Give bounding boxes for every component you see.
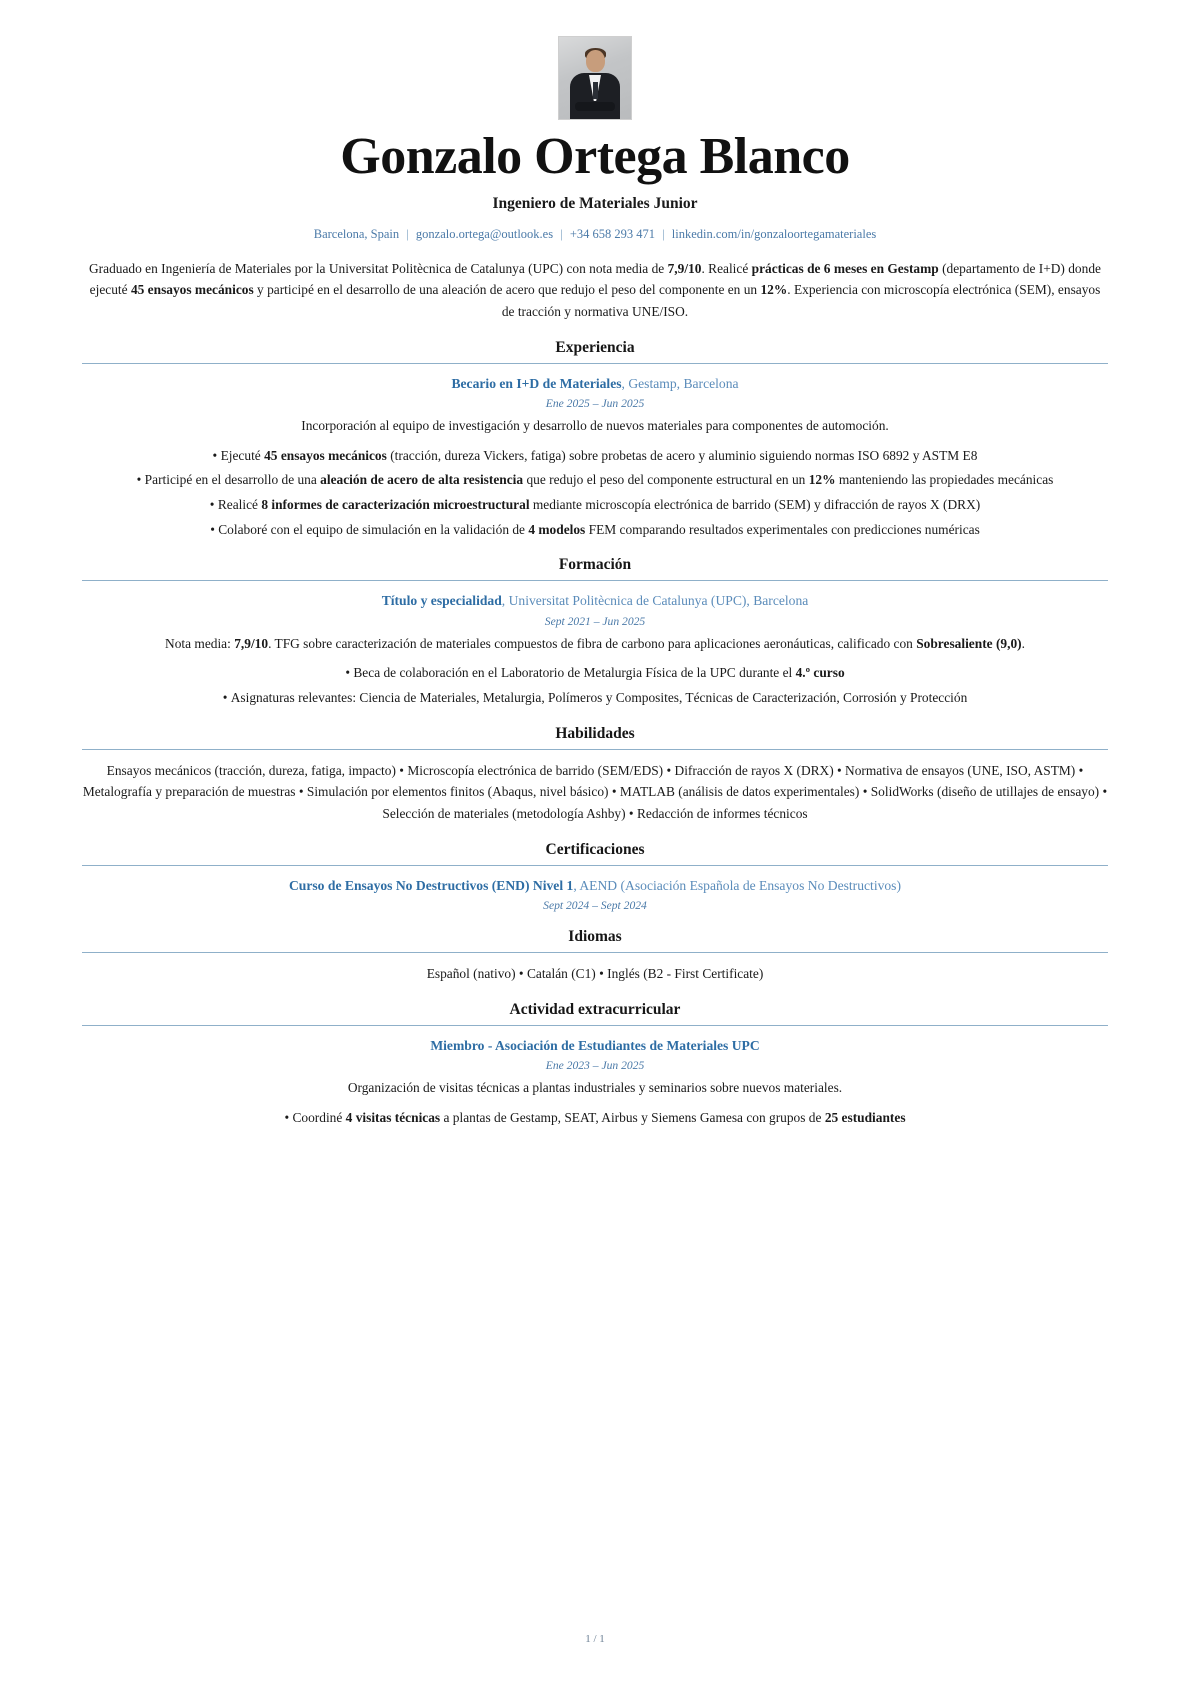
summary-grade: 7,9/10 [667,260,702,276]
education-title-line [82,591,1108,611]
bullet-bold-2: 25 estudiantes [824,1109,906,1125]
education-bullet-list [82,662,1108,708]
avatar-arms [575,102,615,111]
education-entry [82,591,1108,708]
bullet-bold-2: 12% [808,472,836,488]
experience-company: , Gestamp, Barcelona [621,375,739,391]
certification-dates: Sept 2024 – Sept 2024 [543,899,647,913]
experience-role: Becario en I+D de Materiales [451,375,622,391]
bullet-bold: 8 informes de caracterización microestructural [261,496,530,512]
section-habilidades [82,725,1108,825]
list-item [82,1107,1108,1129]
avatar [558,36,632,120]
list-item [82,469,1108,491]
section-formacion [82,556,1108,708]
education-institution: , Universitat Politècnica de Catalunya (UPC), Barcelona [501,593,809,609]
certification-entry [82,876,1108,912]
section-title-habilidades: Habilidades [555,724,635,742]
extracurricular-dates: Ene 2023 – Jun 2025 [545,1059,645,1073]
section-title-extracurricular: Actividad extracurricular [509,1000,681,1018]
job-headline: Ingeniero de Materiales Junior [492,194,698,212]
contact-separator-1: | [406,226,409,241]
section-divider-idiomas [82,952,1108,953]
section-title-idiomas: Idiomas [568,928,622,946]
bullet-text-post: (tracción, dureza Vickers, fatiga) sobre probetas de acero y aluminio siguiendo normas ISO 6892 y ASTM E8 [386,447,978,463]
certification-issuer: , AEND (Asociación Española de Ensayos No Destructivos) [573,877,902,893]
section-divider-formacion [82,580,1108,581]
bullet-bold: 4 modelos [528,521,586,537]
section-divider-habilidades [82,749,1108,750]
section-extracurricular [82,1001,1108,1129]
experience-description: Incorporación al equipo de investigación y desarrollo de nuevos materiales para componentes de automoción. [301,418,889,434]
extracurricular-description: Organización de visitas técnicas a plantas industriales y seminarios sobre nuevos materiales. [347,1080,843,1096]
education-desc-pre: Nota media: [165,635,235,651]
summary-text-4: y participé en el desarrollo de una aleación de acero que redujo el peso del componente en un [253,282,761,298]
summary-text-1: Graduado en Ingeniería de Materiales por la Universitat Politècnica de Catalunya (UPC) con nota media de [89,260,668,276]
bullet-text: Ejecuté [220,447,265,463]
skills-list: Ensayos mecánicos (tracción, dureza, fatiga, impacto) • Microscopía electrónica de barrido (SEM/EDS) • Difracción de rayos X (DRX) • Normativa de ensayos (UNE, ISO, ASTM) • Metalografía y preparación de muestras • Simulación por elementos finitos (Abaqus, nivel básico) • MATLAB (análisis de datos experimentales) • SolidWorks (diseño de utillajes de ensayo) • Selección de materiales (metodología Ashby) • Redacción de informes técnicos [82,762,1108,821]
list-item [82,519,1108,541]
list-item [82,687,1108,709]
education-honor: Sobresaliente (9,0) [916,635,1022,651]
experience-dates: Ene 2025 – Jun 2025 [545,397,645,411]
extracurricular-bullet-list [82,1107,1108,1129]
list-item [82,662,1108,684]
summary-text-3: (departamento de I+D) donde ejecuté [89,260,1101,298]
section-divider-experiencia [82,363,1108,364]
bullet-text-post: que redujo el peso del componente estructural en un [523,472,809,488]
contact-separator-2: | [560,226,563,241]
education-desc-post: . [1021,635,1025,651]
page-title: Gonzalo Ortega Blanco [340,128,850,185]
certification-title-line [82,876,1108,896]
bullet-bold: 4 visitas técnicas [345,1109,441,1125]
section-certificaciones [82,841,1108,912]
contact-phone[interactable]: +34 658 293 471 [569,226,656,241]
summary-tests: 45 ensayos mecánicos [130,282,254,298]
certification-name: Curso de Ensayos No Destructivos (END) Nivel 1 [288,877,574,893]
experience-bullet-list [82,445,1108,541]
list-item [82,494,1108,516]
bullet-bold: 4.º curso [795,665,845,681]
summary-weight: 12% [760,282,788,298]
experience-entry [82,374,1108,541]
summary-paragraph [82,258,1108,323]
education-desc-mid: . TFG sobre caracterización de materiales compuestos de fibra de carbono para aplicaciones aeronáuticas, calificado con [268,635,917,651]
avatar-container [82,36,1108,120]
summary-text-5: . Experiencia con microscopía electrónica (SEM), ensayos de tracción y normativa UNE/ISO. [501,282,1101,319]
education-dates: Sept 2021 – Jun 2025 [544,614,646,628]
summary-text-2: . Realicé [701,260,752,276]
extracurricular-role: Miembro - Asociación de Estudiantes de Materiales UPC [430,1037,760,1053]
education-description [82,633,1108,654]
section-idiomas [82,928,1108,985]
section-title-experiencia: Experiencia [555,338,635,356]
contact-line [82,227,1108,242]
list-item [82,445,1108,467]
bullet-text-post: a plantas de Gestamp, SEAT, Airbus y Siemens Gamesa con grupos de [440,1109,825,1125]
avatar-tie [593,82,598,99]
bullet-text: Colaboré con el equipo de simulación en la validación de [218,521,529,537]
education-degree: Título y especialidad [381,593,502,609]
section-title-formacion: Formación [558,556,632,574]
education-grade: 7,9/10 [234,635,269,651]
summary-internship: prácticas de 6 meses en Gestamp [751,260,939,276]
experience-title-line [82,374,1108,394]
bullet-text: Asignaturas relevantes: Ciencia de Materiales, Metalurgia, Polímeros y Composites, Técnicas de Caracterización, Corrosión y Protección [230,689,968,705]
bullet-text-post: FEM comparando resultados experimentales con predicciones numéricas [585,521,980,537]
contact-linkedin[interactable]: linkedin.com/in/gonzaloortegamateriales [671,226,877,241]
bullet-text: Realicé [217,496,262,512]
bullet-text: Participé en el desarrollo de una [144,472,321,488]
page-indicator: 1 / 1 [585,1633,605,1645]
contact-location: Barcelona, Spain [313,226,400,241]
bullet-text-post: mediante microscopía electrónica de barrido (SEM) y difracción de rayos X (DRX) [529,496,981,512]
section-experiencia [82,339,1108,541]
bullet-text: Beca de colaboración en el Laboratorio de Metalurgia Física de la UPC durante el [353,665,796,681]
extracurricular-entry [82,1036,1108,1129]
avatar-head [586,50,605,72]
bullet-bold: 45 ensayos mecánicos [264,447,387,463]
languages-list: Español (nativo) • Catalán (C1) • Inglés (B2 - First Certificate) [426,966,764,982]
extracurricular-title-line [82,1036,1108,1056]
bullet-bold: aleación de acero de alta resistencia [320,472,524,488]
bullet-text-post-2: manteniendo las propiedades mecánicas [835,472,1054,488]
resume-content [82,36,1108,1128]
contact-email[interactable]: gonzalo.ortega@outlook.es [415,226,554,241]
bullet-text: Coordiné [292,1109,346,1125]
section-divider-certificaciones [82,865,1108,866]
section-title-certificaciones: Certificaciones [545,840,645,858]
contact-separator-3: | [662,226,665,241]
section-divider-extracurricular [82,1025,1108,1026]
